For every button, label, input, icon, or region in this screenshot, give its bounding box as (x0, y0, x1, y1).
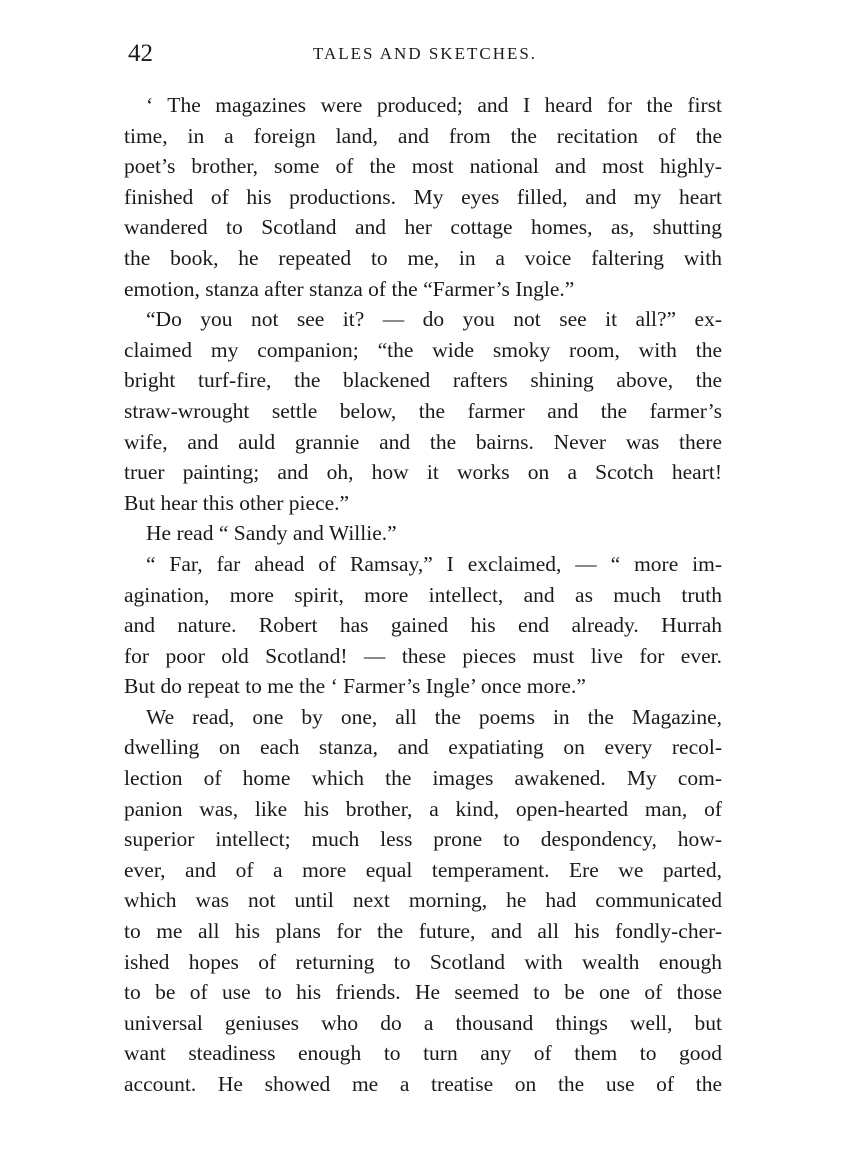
text-line: ever, and of a more equal temperament. Ere we parted, (124, 857, 722, 882)
text-line: panion was, like his brother, a kind, open-hearted man, of (124, 796, 722, 821)
text-line: wandered to Scotland and her cottage homes, as, shutting (124, 215, 722, 240)
body-text (124, 90, 722, 1100)
text-line: He read “ Sandy and Willie.” (146, 521, 397, 546)
text-line: ‘ The magazines were produced; and I heard for the first (146, 93, 722, 117)
text-line: the book, he repeated to me, in a voice faltering with (124, 245, 722, 270)
text-line: “ Far, far ahead of Ramsay,” I exclaimed, — “ more im- (146, 551, 722, 576)
text-line: emotion, stanza after stanza of the “Farmer’s Ingle.” (124, 276, 575, 301)
text-line: poet’s brother, some of the most national and most highly- (124, 154, 722, 179)
text-line: account. He showed me a treatise on the use of the (124, 1072, 722, 1096)
text-line: which was not until next morning, he had communicated (124, 888, 722, 913)
text-line: to be of use to his friends. He seemed to be one of those (124, 980, 722, 1005)
text-line: wife, and auld grannie and the bairns. Never was there (124, 429, 722, 454)
text-line: But do repeat to me the ‘ Farmer’s Ingle’ once more.” (124, 674, 586, 699)
text-line: lection of home which the images awakened. My com- (124, 766, 722, 791)
text-line: bright turf-fire, the blackened rafters shining above, the (124, 368, 722, 393)
text-line: dwelling on each stanza, and expatiating on every recol- (124, 735, 722, 760)
text-line: “Do you not see it? — do you not see it all?” ex- (146, 307, 722, 332)
page-number: 42 (128, 40, 153, 67)
text-line: and nature. Robert has gained his end already. Hurrah (124, 613, 722, 638)
text-line: We read, one by one, all the poems in the Magazine, (146, 704, 722, 729)
text-line: agination, more spirit, more intellect, and as much truth (124, 582, 722, 607)
text-line: ished hopes of returning to Scotland with wealth enough (124, 949, 722, 974)
text-line: claimed my companion; “the wide smoky room, with the (124, 337, 722, 362)
text-line: to me all his plans for the future, and all his fondly-cher- (124, 919, 722, 944)
text-line: universal geniuses who do a thousand things well, but (124, 1010, 722, 1035)
text-line: superior intellect; much less prone to despondency, how- (124, 827, 722, 852)
text-line: straw-wrought settle below, the farmer and the farmer’s (124, 398, 722, 423)
text-line: But hear this other piece.” (124, 490, 350, 515)
text-line: truer painting; and oh, how it works on a Scotch heart! (124, 460, 722, 485)
text-line: finished of his productions. My eyes filled, and my heart (124, 184, 722, 209)
text-line: want steadiness enough to turn any of them to good (124, 1041, 722, 1066)
page-header (128, 36, 722, 72)
text-line: time, in a foreign land, and from the recitation of the (124, 123, 722, 148)
running-title: TALES AND SKETCHES. (312, 44, 538, 63)
text-line: for poor old Scotland! — these pieces must live for ever. (124, 643, 722, 668)
